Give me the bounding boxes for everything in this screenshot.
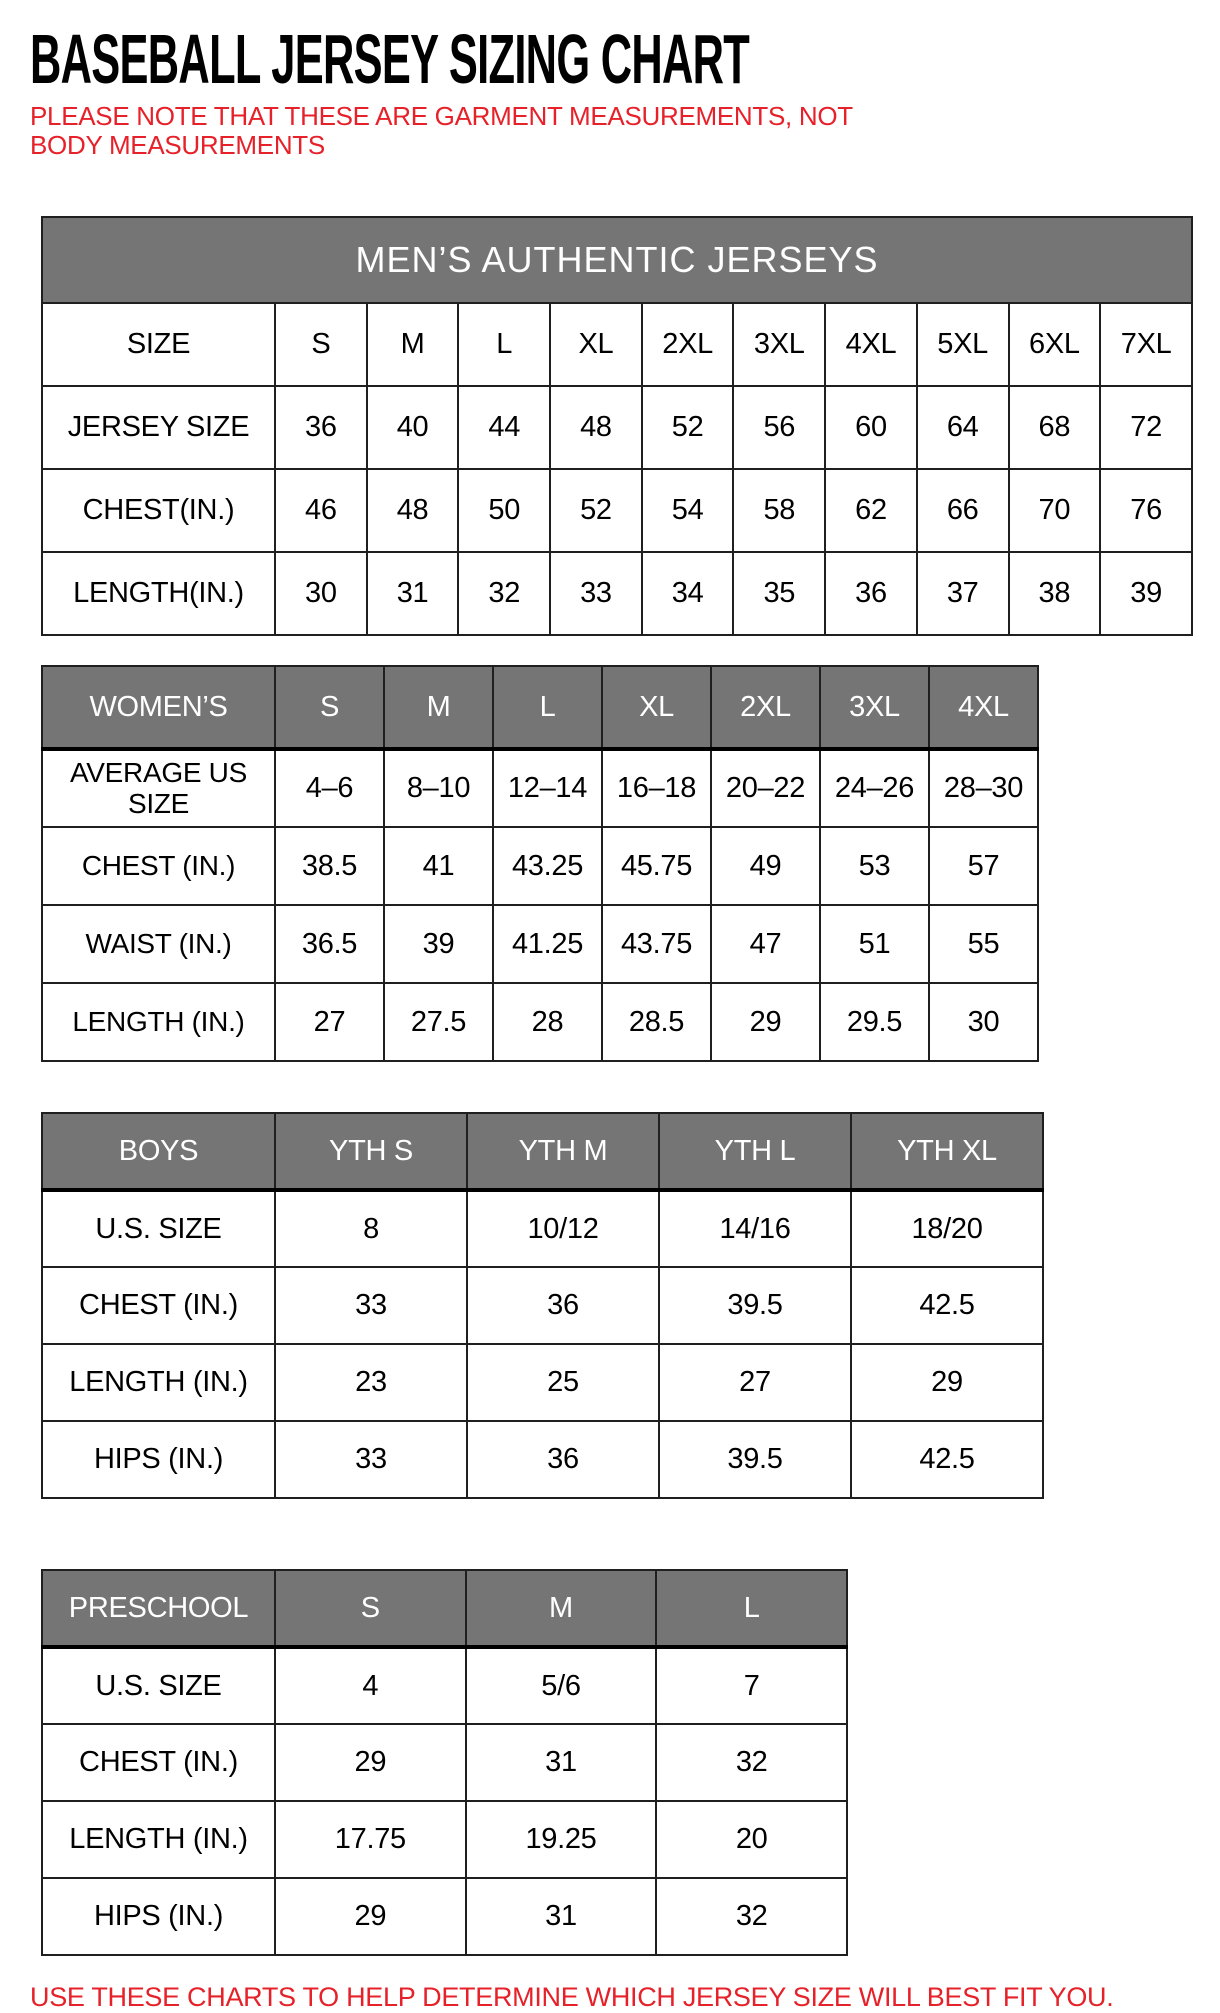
boys-value-cell: 33: [275, 1421, 467, 1498]
preschool-value-cell: 4: [275, 1647, 466, 1724]
mens-value-cell: 58: [733, 469, 825, 552]
mens-data-row: [42, 552, 1192, 635]
womens-value-cell: 38.5: [275, 827, 384, 905]
womens-value-cell: 16–18: [602, 749, 711, 827]
mens-value-cell: 52: [550, 469, 642, 552]
mens-row-label: LENGTH(IN.): [42, 552, 275, 635]
mens-value-cell: 50: [458, 469, 550, 552]
boys-column-header: YTH M: [467, 1113, 659, 1190]
preschool-value-cell: 29: [275, 1724, 466, 1801]
mens-data-row: [42, 386, 1192, 469]
mens-value-cell: 31: [367, 552, 459, 635]
womens-header-label: WOMEN’S: [42, 666, 275, 749]
mens-value-cell: 68: [1009, 386, 1101, 469]
boys-data-row: [42, 1344, 1043, 1421]
boys-value-cell: 18/20: [851, 1190, 1043, 1267]
mens-column-header: 3XL: [733, 303, 825, 386]
preschool-value-cell: 29: [275, 1878, 466, 1955]
mens-column-header: 5XL: [917, 303, 1009, 386]
womens-row-label: AVERAGE US SIZE: [42, 749, 275, 827]
mens-value-cell: 46: [275, 469, 367, 552]
boys-data-row: [42, 1267, 1043, 1344]
mens-value-cell: 56: [733, 386, 825, 469]
preschool-row-label: CHEST (IN.): [42, 1724, 275, 1801]
womens-value-cell: 57: [929, 827, 1038, 905]
mens-value-cell: 36: [825, 552, 917, 635]
boys-sizing-table: [41, 1112, 1044, 1499]
mens-column-header: L: [458, 303, 550, 386]
womens-value-cell: 55: [929, 905, 1038, 983]
boys-value-cell: 33: [275, 1267, 467, 1344]
boys-column-header: YTH S: [275, 1113, 467, 1190]
womens-value-cell: 45.75: [602, 827, 711, 905]
boys-header-row: [42, 1113, 1043, 1190]
boys-value-cell: 23: [275, 1344, 467, 1421]
mens-value-cell: 35: [733, 552, 825, 635]
mens-value-cell: 70: [1009, 469, 1101, 552]
mens-value-cell: 38: [1009, 552, 1101, 635]
mens-header-row: [42, 303, 1192, 386]
womens-value-cell: 43.75: [602, 905, 711, 983]
boys-value-cell: 29: [851, 1344, 1043, 1421]
womens-value-cell: 36.5: [275, 905, 384, 983]
preschool-value-cell: 19.25: [466, 1801, 657, 1878]
boys-value-cell: 36: [467, 1267, 659, 1344]
mens-value-cell: 62: [825, 469, 917, 552]
boys-value-cell: 39.5: [659, 1421, 851, 1498]
womens-sizing-table: [41, 665, 1039, 1062]
womens-data-row: [42, 983, 1038, 1061]
womens-value-cell: 30: [929, 983, 1038, 1061]
mens-value-cell: 37: [917, 552, 1009, 635]
mens-value-cell: 48: [550, 386, 642, 469]
boys-row-label: LENGTH (IN.): [42, 1344, 275, 1421]
mens-sizing-table: [41, 216, 1193, 636]
womens-column-header: M: [384, 666, 493, 749]
preschool-value-cell: 31: [466, 1724, 657, 1801]
preschool-value-cell: 20: [656, 1801, 847, 1878]
boys-column-header: YTH XL: [851, 1113, 1043, 1190]
preschool-data-row: [42, 1724, 847, 1801]
mens-value-cell: 48: [367, 469, 459, 552]
mens-banner-row: [42, 217, 1192, 303]
preschool-column-header: M: [466, 1570, 657, 1647]
preschool-header-label: PRESCHOOL: [42, 1570, 275, 1647]
boys-value-cell: 8: [275, 1190, 467, 1267]
womens-value-cell: 29: [711, 983, 820, 1061]
boys-value-cell: 14/16: [659, 1190, 851, 1267]
boys-value-cell: 27: [659, 1344, 851, 1421]
mens-column-header: 4XL: [825, 303, 917, 386]
mens-value-cell: 32: [458, 552, 550, 635]
preschool-value-cell: 31: [466, 1878, 657, 1955]
mens-column-header: 7XL: [1100, 303, 1192, 386]
preschool-value-cell: 32: [656, 1878, 847, 1955]
womens-row-label: CHEST (IN.): [42, 827, 275, 905]
mens-value-cell: 33: [550, 552, 642, 635]
womens-value-cell: 27: [275, 983, 384, 1061]
boys-value-cell: 39.5: [659, 1267, 851, 1344]
mens-column-header: S: [275, 303, 367, 386]
mens-value-cell: 40: [367, 386, 459, 469]
womens-value-cell: 27.5: [384, 983, 493, 1061]
mens-value-cell: 72: [1100, 386, 1192, 469]
womens-value-cell: 12–14: [493, 749, 602, 827]
mens-row-label: CHEST(IN.): [42, 469, 275, 552]
womens-value-cell: 41.25: [493, 905, 602, 983]
sizing-tables-section: [30, 216, 1220, 1956]
womens-value-cell: 28.5: [602, 983, 711, 1061]
mens-value-cell: 64: [917, 386, 1009, 469]
womens-value-cell: 49: [711, 827, 820, 905]
womens-data-row: [42, 905, 1038, 983]
boys-row-label: U.S. SIZE: [42, 1190, 275, 1267]
preschool-sizing-table: [41, 1569, 848, 1956]
womens-header-row: [42, 666, 1038, 749]
page-title: BASEBALL JERSEY SIZING CHART: [30, 21, 750, 99]
mens-value-cell: 30: [275, 552, 367, 635]
mens-column-header: XL: [550, 303, 642, 386]
preschool-header-row: [42, 1570, 847, 1647]
preschool-row-label: HIPS (IN.): [42, 1878, 275, 1955]
womens-row-label: WAIST (IN.): [42, 905, 275, 983]
preschool-column-header: S: [275, 1570, 466, 1647]
boys-value-cell: 42.5: [851, 1421, 1043, 1498]
womens-column-header: 2XL: [711, 666, 820, 749]
womens-value-cell: 24–26: [820, 749, 929, 827]
preschool-value-cell: 7: [656, 1647, 847, 1724]
mens-value-cell: 76: [1100, 469, 1192, 552]
preschool-row-label: U.S. SIZE: [42, 1647, 275, 1724]
mens-value-cell: 34: [642, 552, 734, 635]
mens-column-header: 6XL: [1009, 303, 1101, 386]
preschool-row-label: LENGTH (IN.): [42, 1801, 275, 1878]
womens-value-cell: 28: [493, 983, 602, 1061]
womens-column-header: XL: [602, 666, 711, 749]
womens-value-cell: 20–22: [711, 749, 820, 827]
womens-value-cell: 43.25: [493, 827, 602, 905]
womens-value-cell: 39: [384, 905, 493, 983]
preschool-value-cell: 17.75: [275, 1801, 466, 1878]
footer-note: USE THESE CHARTS TO HELP DETERMINE WHICH JERSEY SIZE WILL BEST FIT YOU.: [30, 1982, 1114, 2013]
womens-value-cell: 41: [384, 827, 493, 905]
mens-value-cell: 66: [917, 469, 1009, 552]
womens-value-cell: 51: [820, 905, 929, 983]
preschool-value-cell: 5/6: [466, 1647, 657, 1724]
mens-row-label: JERSEY SIZE: [42, 386, 275, 469]
preschool-data-row: [42, 1878, 847, 1955]
womens-data-row: [42, 827, 1038, 905]
preschool-column-header: L: [656, 1570, 847, 1647]
mens-column-header: M: [367, 303, 459, 386]
mens-column-header: 2XL: [642, 303, 734, 386]
womens-value-cell: 47: [711, 905, 820, 983]
garment-measurement-note: PLEASE NOTE THAT THESE ARE GARMENT MEASUREMENTS, NOT BODY MEASUREMENTS: [30, 101, 853, 161]
boys-column-header: YTH L: [659, 1113, 851, 1190]
boys-data-row: [42, 1190, 1043, 1267]
boys-data-row: [42, 1421, 1043, 1498]
preschool-data-row: [42, 1647, 847, 1724]
womens-column-header: 4XL: [929, 666, 1038, 749]
womens-column-header: L: [493, 666, 602, 749]
boys-value-cell: 36: [467, 1421, 659, 1498]
womens-value-cell: 53: [820, 827, 929, 905]
boys-header-label: BOYS: [42, 1113, 275, 1190]
mens-data-row: [42, 469, 1192, 552]
mens-value-cell: 44: [458, 386, 550, 469]
preschool-value-cell: 32: [656, 1724, 847, 1801]
womens-value-cell: 4–6: [275, 749, 384, 827]
boys-row-label: HIPS (IN.): [42, 1421, 275, 1498]
womens-value-cell: 29.5: [820, 983, 929, 1061]
mens-value-cell: 60: [825, 386, 917, 469]
womens-column-header: S: [275, 666, 384, 749]
preschool-data-row: [42, 1801, 847, 1878]
boys-row-label: CHEST (IN.): [42, 1267, 275, 1344]
womens-value-cell: 8–10: [384, 749, 493, 827]
mens-header-label: SIZE: [42, 303, 275, 386]
boys-value-cell: 42.5: [851, 1267, 1043, 1344]
womens-value-cell: 28–30: [929, 749, 1038, 827]
mens-value-cell: 54: [642, 469, 734, 552]
boys-value-cell: 25: [467, 1344, 659, 1421]
mens-value-cell: 52: [642, 386, 734, 469]
womens-column-header: 3XL: [820, 666, 929, 749]
womens-data-row: [42, 749, 1038, 827]
mens-banner-title: MEN’S AUTHENTIC JERSEYS: [42, 217, 1192, 303]
boys-value-cell: 10/12: [467, 1190, 659, 1267]
mens-value-cell: 39: [1100, 552, 1192, 635]
womens-row-label: LENGTH (IN.): [42, 983, 275, 1061]
mens-value-cell: 36: [275, 386, 367, 469]
